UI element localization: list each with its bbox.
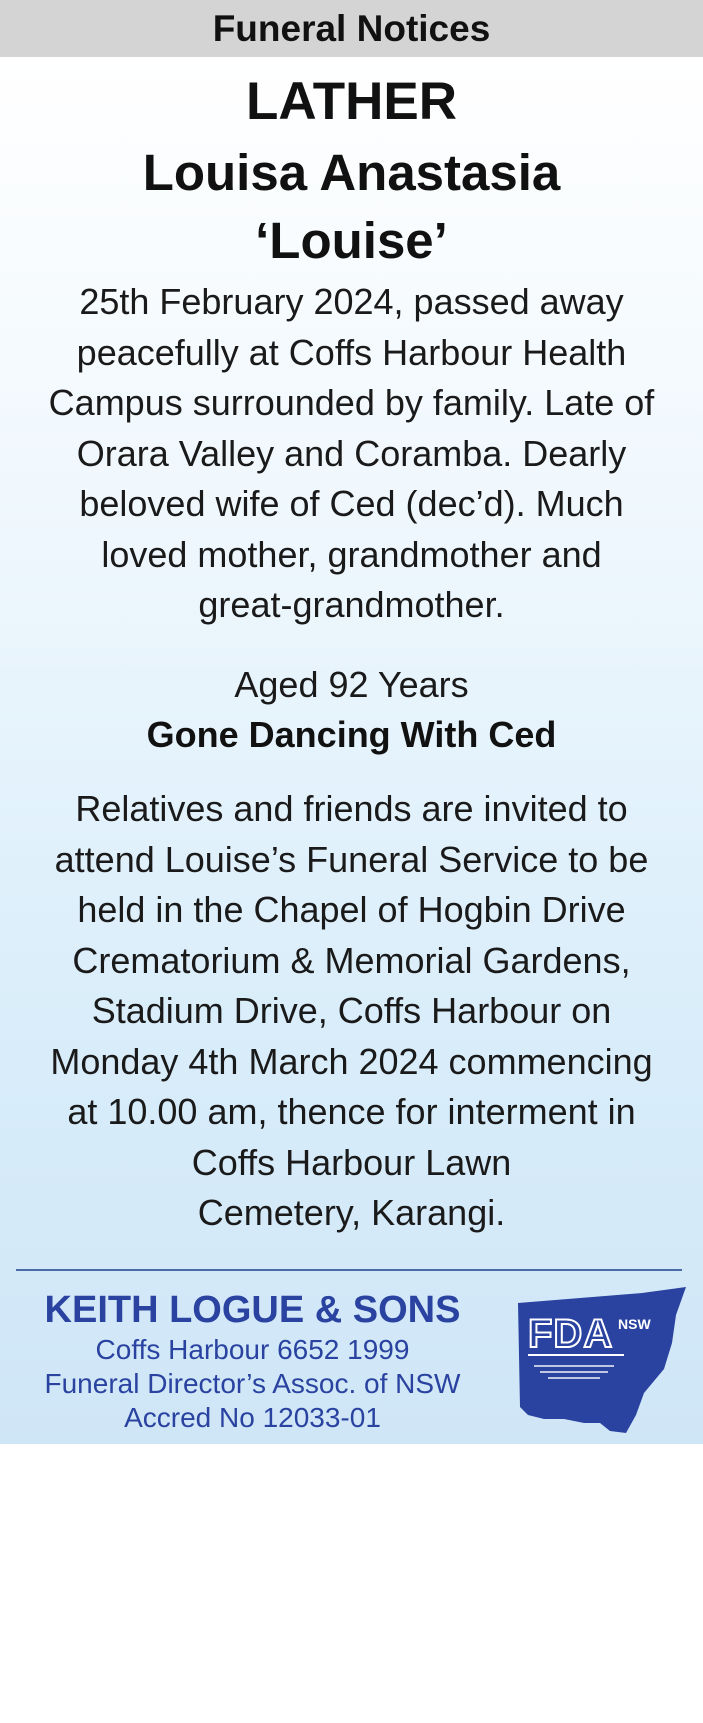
announcement-line: peacefully at Coffs Harbour Health (76, 331, 627, 373)
service-line: Stadium Drive, Coffs Harbour on (91, 990, 612, 1031)
announcement-line: beloved wife of Ced (dec’d). Much (79, 483, 624, 524)
service-line: at 10.00 am, thence for interment in (67, 1091, 636, 1132)
section-header (0, 0, 703, 57)
deceased-surname: LATHER (246, 72, 457, 131)
service-line: Monday 4th March 2024 commencing (50, 1040, 653, 1082)
svg-text:NSW: NSW (618, 1316, 651, 1332)
service-line: Crematorium & Memorial Gardens, (72, 939, 631, 981)
svg-text:FDA: FDA (528, 1312, 614, 1356)
announcement-line: Campus surrounded by family. Late of (48, 382, 655, 423)
deceased-nickname: ‘Louise’ (255, 212, 448, 269)
funeral-director-block (0, 1287, 505, 1435)
funeral-director-accreditation: Accred No 12033-01 (124, 1402, 381, 1433)
service-line: Cemetery, Karangi. (197, 1192, 506, 1233)
announcement-paragraph (20, 277, 683, 631)
announcement-line: 25th February 2024, passed away (79, 281, 624, 322)
deceased-given-names: Louisa Anastasia (142, 144, 561, 201)
announcement-line: loved mother, grandmother and (101, 533, 602, 575)
funeral-director-association: Funeral Director’s Assoc. of NSW (44, 1368, 461, 1399)
service-line: Relatives and friends are invited to (75, 788, 628, 829)
service-line: attend Louise’s Funeral Service to be (54, 838, 649, 880)
footer-divider (16, 1269, 682, 1271)
deceased-name-block (0, 139, 703, 275)
funeral-director-phone: Coffs Harbour 6652 1999 (95, 1334, 410, 1365)
age-line: Aged 92 Years (234, 664, 469, 705)
section-title: Funeral Notices (212, 8, 491, 49)
service-line: held in the Chapel of Hogbin Drive (77, 889, 626, 930)
announcement-line: great-grandmother. (198, 584, 505, 625)
tagline: Gone Dancing With Ced (146, 714, 557, 755)
funeral-notice (0, 57, 703, 1444)
announcement-line: Orara Valley and Coramba. Dearly (76, 432, 627, 474)
fda-nsw-logo-icon (514, 1285, 690, 1435)
service-details-paragraph (20, 784, 683, 1239)
service-line: Coffs Harbour Lawn (191, 1141, 512, 1183)
funeral-director-name: KEITH LOGUE & SONS (44, 1289, 461, 1331)
